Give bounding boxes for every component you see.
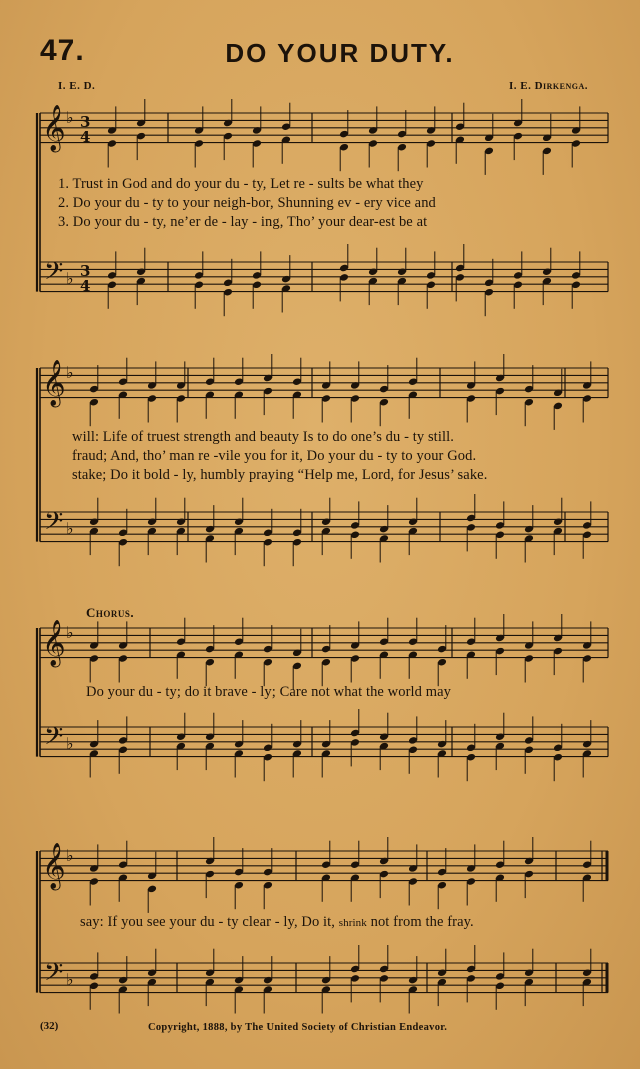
verse-3-line-2: stake; Do it bold - ly, humbly praying “Help me, Lord, for Jesus’ sake.	[72, 467, 488, 483]
bass-clef: 𝄢	[44, 257, 64, 292]
treble-clef: 𝄞	[42, 105, 66, 151]
chorus-line-2-end: not from the fray.	[370, 914, 474, 930]
music-root	[37, 99, 608, 1014]
bass-clef: 𝄢	[44, 958, 64, 993]
composer-credit: I. E. Dirkenga.	[508, 80, 588, 92]
verse-1-line-2: will: Life of truest strength and beauty Is to do one’s du - ty still.	[72, 429, 454, 445]
verse-1-line-1: 1. Trust in God and do your du - ty, Let re - sults be what they	[58, 176, 424, 192]
page-number: (32)	[40, 1020, 59, 1032]
flat-key-signature: ♭	[66, 108, 74, 127]
time-signature-bottom: 4	[80, 277, 91, 295]
time-signature-bottom: 4	[80, 128, 91, 146]
treble-clef: 𝄞	[42, 360, 66, 406]
verse-2-line-1: 2. Do your du - ty to your neigh-bor, Shunning ev - ery vice and	[58, 195, 436, 211]
chorus-line-1: Do your du - ty; do it brave - ly; Care not what the world may	[86, 684, 451, 700]
flat-key-signature: ♭	[66, 623, 74, 642]
treble-clef: 𝄞	[42, 843, 66, 889]
treble-clef: 𝄞	[42, 620, 66, 666]
bass-clef: 𝄢	[44, 722, 64, 757]
copyright-notice: Copyright, 1888, by The United Society of Christian Endeavor.	[148, 1022, 448, 1033]
flat-key-signature: ♭	[66, 363, 74, 382]
flat-key-signature: ♭	[66, 519, 74, 538]
flat-key-signature: ♭	[66, 269, 74, 288]
lyricist-credit: I. E. D.	[58, 80, 96, 92]
hymn-number: 47.	[40, 34, 85, 67]
time-signature-top: 3	[80, 262, 91, 280]
chorus-line-2-start: say: If you see your du - ty clear - ly, Do it,	[80, 914, 336, 930]
bass-clef: 𝄢	[44, 507, 64, 542]
verse-3-line-1: 3. Do your du - ty, ne’er de - lay - ing, Tho’ your dear-est be at	[58, 214, 428, 230]
flat-key-signature: ♭	[66, 970, 74, 989]
chorus-line-2	[80, 914, 474, 931]
chorus-label: Chorus.	[86, 605, 135, 620]
verse-2-line-2: fraud; And, tho’ man re -vile you for it, Do your du - ty to your God.	[72, 448, 477, 464]
chorus-line-2-small-word: shrink	[338, 917, 367, 929]
flat-key-signature: ♭	[66, 846, 74, 865]
time-signature-top: 3	[80, 113, 91, 131]
flat-key-signature: ♭	[66, 734, 74, 753]
hymn-title: DO YOUR DUTY.	[225, 38, 455, 68]
